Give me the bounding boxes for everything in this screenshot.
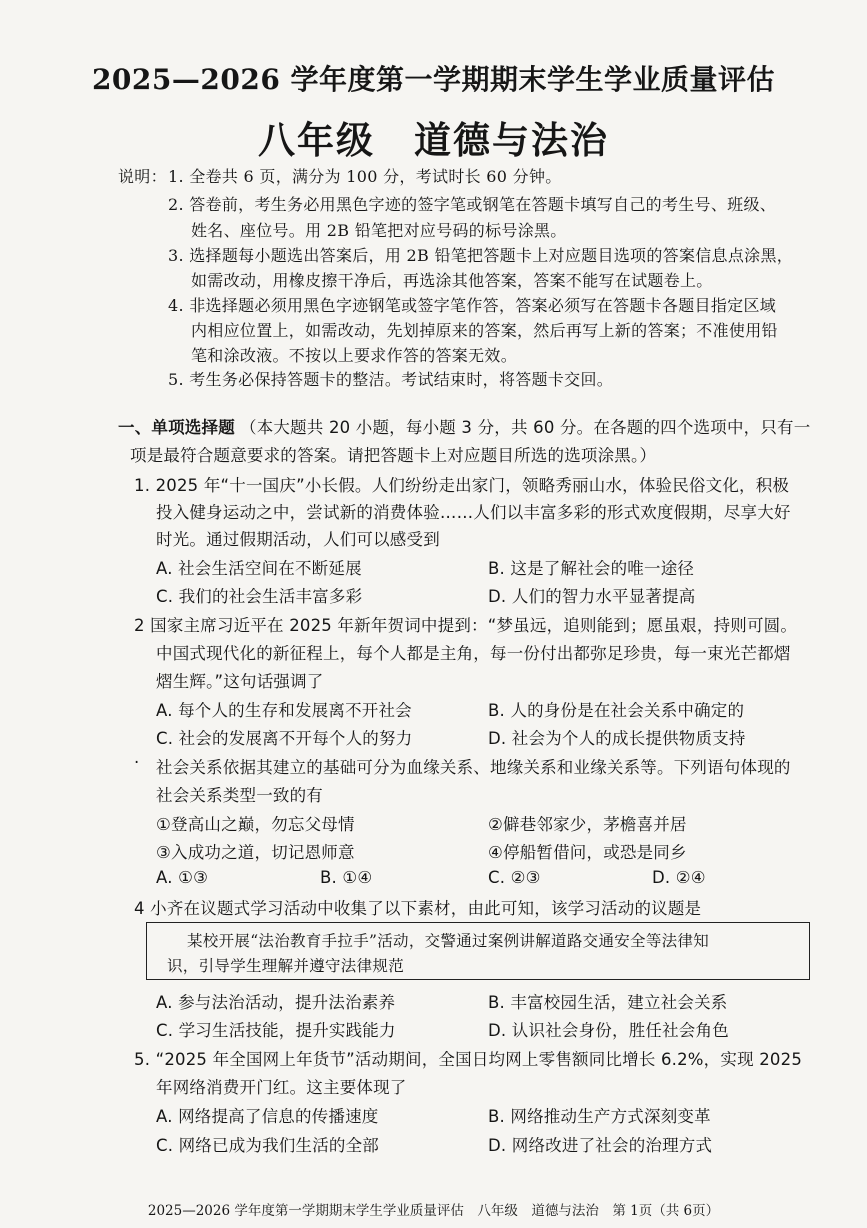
option-a[interactable]: A. ①③ [156, 868, 209, 887]
instruction-line: 如需改动，用橡皮擦干净后，再选涂其他答案，答案不能写在试题卷上。 [191, 271, 713, 290]
option-b[interactable]: B. ①④ [320, 868, 373, 887]
question-5-text: 5. “2025 年全国网上年货节”活动期间，全国日均网上零售额同比增长 6.2%，实现 2025 [134, 1050, 803, 1069]
exam-title: 2025—2026 学年度第一学期期末学生学业质量评估 [91, 63, 776, 96]
option-d[interactable]: D. ②④ [652, 868, 706, 887]
option-a[interactable]: A. 社会生活空间在不断延展 [156, 559, 362, 578]
statement-item: ②僻巷邻家少，茅檐喜并居 [488, 815, 687, 834]
material-text: 识，引导学生理解并遵守法律规范 [167, 957, 405, 975]
option-b[interactable]: B. 人的身份是在社会关系中确定的 [488, 701, 745, 720]
instruction-line: 4. 非选择题必须用黑色字迹钢笔或签字笔作答，答案必须写在答题卡各题目指定区域 [168, 296, 777, 315]
question-3-text: 社会关系依据其建立的基础可分为血缘关系、地缘关系和业缘关系等。下列语句体现的 [156, 758, 791, 777]
option-d[interactable]: D. 认识社会身份，胜任社会角色 [488, 1021, 729, 1040]
question-3-text: 社会关系类型一致的有 [156, 786, 323, 805]
option-a[interactable]: A. 每个人的生存和发展离不开社会 [156, 701, 412, 720]
statement-item: ③入成功之道，切记恩师意 [156, 843, 355, 862]
option-c[interactable]: C. 网络已成为我们生活的全部 [156, 1136, 380, 1155]
instructions-label: 说明： [118, 167, 167, 186]
instruction-line: 1. 全卷共 6 页，满分为 100 分，考试时长 60 分钟。 [168, 167, 562, 186]
option-c[interactable]: C. ②③ [488, 868, 541, 887]
subject-title: 八年级 道德与法治 [258, 118, 609, 162]
option-c[interactable]: C. 我们的社会生活丰富多彩 [156, 587, 363, 606]
instruction-line: 姓名、座位号。用 2B 铅笔把对应号码的标号涂黑。 [191, 221, 567, 240]
question-2-text: 2 国家主席习近平在 2025 年新年贺词中提到：“梦虽远，追则能到；愿虽艰，持则可圆。 [134, 616, 798, 635]
material-box [146, 922, 810, 980]
option-d[interactable]: D. 社会为个人的成长提供物质支持 [488, 729, 746, 748]
question-1-text: 投入健身运动之中，尝试新的消费体验……人们以丰富多彩的形式欢度假期，尽享大好 [156, 503, 791, 522]
option-a[interactable]: A. 参与法治活动，提升法治素养 [156, 993, 396, 1012]
question-2-text: 中国式现代化的新征程上，每个人都是主角，每一份付出都弥足珍贵，每一束光芒都熠 [156, 644, 791, 663]
option-a[interactable]: A. 网络提高了信息的传播速度 [156, 1107, 379, 1126]
instruction-line: 5. 考生务必保持答题卡的整洁。考试结束时，将答题卡交回。 [168, 370, 614, 389]
option-b[interactable]: B. 这是了解社会的唯一途径 [488, 559, 695, 578]
instruction-line: 笔和涂改液。不按以上要求作答的答案无效。 [191, 346, 518, 365]
option-d[interactable]: D. 网络改进了社会的治理方式 [488, 1136, 713, 1155]
section-description: 项是最符合题意要求的答案。请把答题卡上对应题目所选的选项涂黑。） [130, 446, 657, 465]
statement-item: ④停船暂借问，或恐是同乡 [488, 843, 687, 862]
material-text: 某校开展“法治教育手拉手”活动，交警通过案例讲解道路交通安全等法律知 [187, 932, 710, 950]
option-c[interactable]: C. 学习生活技能，提升实践能力 [156, 1021, 396, 1040]
section-heading: 一、单项选择题 [118, 418, 235, 437]
question-4-text: 4 小齐在议题式学习活动中收集了以下素材，由此可知，该学习活动的议题是 [134, 899, 702, 918]
question-2-text: 熠生辉。”这句话强调了 [156, 672, 324, 691]
question-3-number: · [134, 753, 140, 772]
instruction-line: 2. 答卷前，考生务必用黑色字迹的签字笔或钢笔在答题卡填写自己的考生号、班级、 [168, 195, 777, 214]
option-b[interactable]: B. 丰富校园生活，建立社会关系 [488, 993, 728, 1012]
instruction-line: 3. 选择题每小题选出答案后，用 2B 铅笔把答题卡上对应题目选项的答案信息点涂黑， [168, 246, 794, 265]
option-b[interactable]: B. 网络推动生产方式深刻变革 [488, 1107, 711, 1126]
page-footer: 2025—2026 学年度第一学期期末学生学业质量评估 八年级 道德与法治 第 1页（共 6页） [147, 1203, 720, 1219]
option-d[interactable]: D. 人们的智力水平显著提高 [488, 587, 696, 606]
question-1-text: 1. 2025 年“十一国庆”小长假。人们纷纷走出家门，领略秀丽山水，体验民俗文化，积极 [134, 476, 790, 495]
question-5-text: 年网络消费开门红。这主要体现了 [156, 1078, 407, 1097]
instruction-line: 内相应位置上，如需改动，先划掉原来的答案，然后再写上新的答案；不准使用铅 [191, 321, 778, 340]
section-description: （本大题共 20 小题，每小题 3 分，共 60 分。在各题的四个选项中，只有一 [240, 418, 811, 437]
option-c[interactable]: C. 社会的发展离不开每个人的努力 [156, 729, 413, 748]
statement-item: ①登高山之巅，勿忘父母情 [156, 815, 355, 834]
question-1-text: 时光。通过假期活动，人们可以感受到 [156, 530, 440, 549]
